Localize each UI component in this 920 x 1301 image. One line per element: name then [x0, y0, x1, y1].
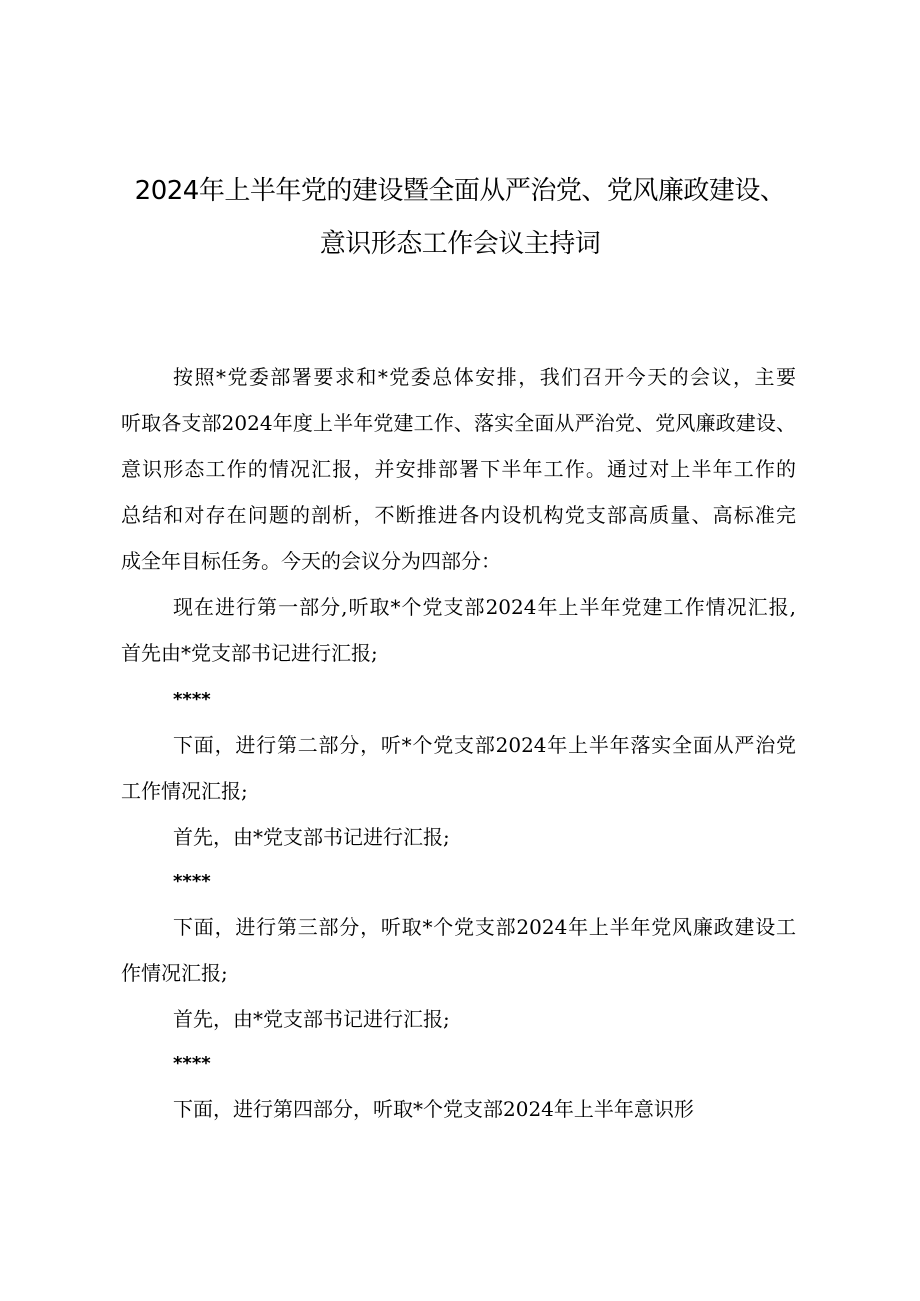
separator-stars-2: ****	[173, 871, 211, 892]
part4-line-1: 下面，进行第四部分，听取*个党支部2024年上半年意识形	[173, 1097, 694, 1121]
intro-line-5: 成全年目标任务。今天的会议分为四部分：	[121, 549, 501, 573]
document-title-line-1: 2024年上半年党的建设暨全面从严治党、党风廉政建设、	[134, 176, 786, 206]
separator-stars-3: ****	[173, 1053, 211, 1074]
part3-line-1: 下面，进行第三部分，听取*个党支部2024年上半年党风廉政建设工	[173, 915, 796, 939]
part2-line-1: 下面，进行第二部分，听*个党支部2024年上半年落实全面从严治党	[173, 733, 796, 757]
part2-line-2: 工作情况汇报;	[121, 779, 248, 803]
part1-line-1: 现在进行第一部分,听取*个党支部2024年上半年党建工作情况汇报,	[173, 595, 796, 619]
separator-stars-1: ****	[173, 689, 211, 710]
intro-line-3: 意识形态工作的情况汇报，并安排部署下半年工作。通过对上半年工作的	[121, 457, 796, 481]
intro-line-1: 按照*党委部署要求和*党委总体安排，我们召开今天的会议，主要	[173, 365, 796, 389]
part3-first-line: 首先，由*党支部书记进行汇报;	[173, 1007, 450, 1031]
part2-first-line: 首先，由*党支部书记进行汇报;	[173, 825, 450, 849]
part1-line-2: 首先由*党支部书记进行汇报;	[121, 641, 378, 665]
intro-line-2: 听取各支部2024年度上半年党建工作、落实全面从严治党、党风廉政建设、	[121, 411, 796, 435]
part3-line-2: 作情况汇报;	[121, 961, 228, 985]
intro-line-4: 总结和对存在问题的剖析，不断推进各内设机构党支部高质量、高标准完	[121, 503, 796, 527]
document-title-line-2: 意识形态工作会议主持词	[319, 229, 601, 259]
